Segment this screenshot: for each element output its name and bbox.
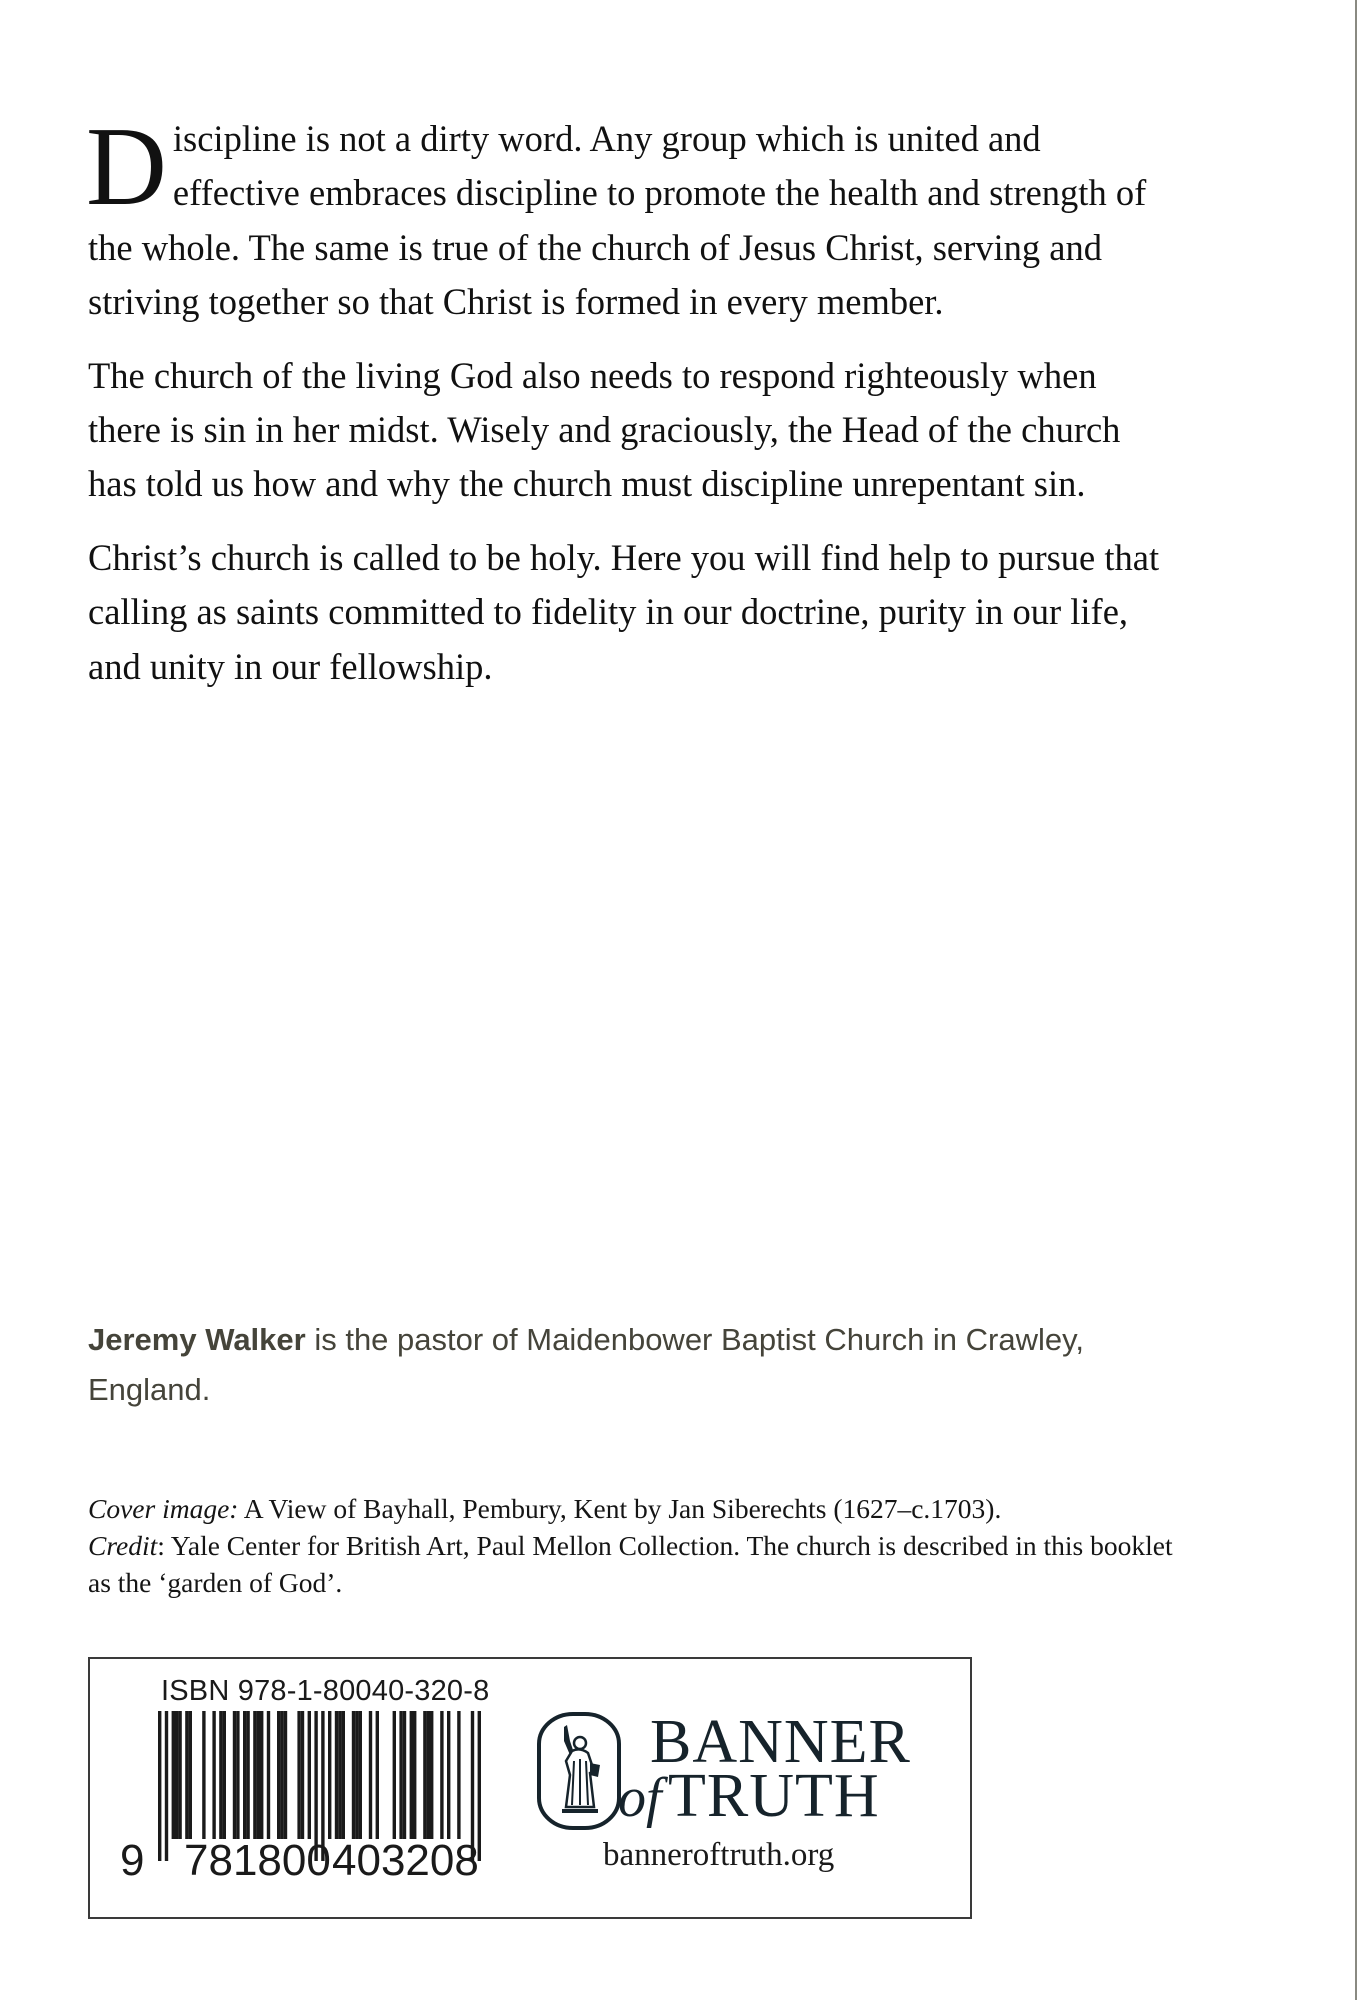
barcode-bar xyxy=(338,1711,341,1839)
barcode-bar xyxy=(430,1711,433,1839)
barcode-bar xyxy=(219,1711,222,1839)
barcode-right-digits: 403208 xyxy=(332,1836,479,1885)
blurb-paragraph-1-text: iscipline is not a dirty word. Any group which is united and effective embraces discipline to promote the health and strength of the whole. The same is true of the church of Jesus Christ, serving and striving together so that Christ is formed in every member. xyxy=(88,118,1147,323)
publisher-name-banner: BANNER xyxy=(650,1708,911,1776)
publisher-name-of: of xyxy=(618,1767,662,1829)
barcode-bar xyxy=(185,1711,188,1839)
barcode-bar xyxy=(423,1711,426,1839)
barcode-bar xyxy=(233,1711,236,1839)
barcode-bar xyxy=(243,1711,246,1839)
barcode-bar xyxy=(410,1711,413,1839)
barcode-bar xyxy=(297,1711,300,1839)
credit-text: : Yale Center for British Art, Paul Mellon Collection. The church is described in this booklet as the ‘garden of God’. xyxy=(88,1530,1173,1598)
barcode-guard-bar xyxy=(158,1711,161,1861)
publisher-url: banneroftruth.org xyxy=(603,1837,835,1873)
barcode-bar xyxy=(342,1711,345,1839)
isbn-label: ISBN 978-1-80040-320-8 xyxy=(161,1675,490,1707)
barcode-bar xyxy=(457,1711,460,1839)
barcode-bar xyxy=(440,1711,443,1839)
cover-image-text: A View of Bayhall, Pembury, Kent by Jan Siberechts (1627–c.1703). xyxy=(238,1493,1002,1524)
barcode-bar xyxy=(393,1711,396,1839)
credit-label: Credit xyxy=(88,1530,158,1561)
publisher-name-truth: TRUTH xyxy=(668,1762,880,1830)
author-name: Jeremy Walker xyxy=(88,1322,306,1357)
cover-image-caption xyxy=(88,1490,1188,1601)
barcode-bar xyxy=(189,1711,192,1839)
barcode-lead-digit: 9 xyxy=(120,1836,145,1885)
preacher-emblem-icon xyxy=(536,1711,622,1831)
back-cover-blurb xyxy=(86,105,1168,713)
barcode-bar xyxy=(399,1711,402,1839)
barcode-bar xyxy=(202,1711,205,1839)
barcode-bar xyxy=(335,1711,338,1839)
barcode-bar xyxy=(352,1711,355,1839)
barcode-left-digits: 781800 xyxy=(184,1836,331,1885)
author-bio-text: is the pastor of Maidenbower Baptist Church in Crawley, England. xyxy=(88,1322,1084,1407)
cover-image-label: Cover image: xyxy=(88,1493,239,1524)
barcode-bar xyxy=(359,1711,362,1839)
barcode-bar xyxy=(172,1711,175,1839)
barcode-bar xyxy=(280,1711,283,1839)
blurb-paragraph-1 xyxy=(86,105,1168,330)
barcode-bar xyxy=(260,1711,263,1839)
barcode-bar xyxy=(376,1711,379,1839)
barcode-bar xyxy=(267,1711,270,1839)
barcode-guard-bar xyxy=(165,1711,168,1861)
author-bio xyxy=(88,1315,1088,1415)
barcode-bar xyxy=(277,1711,280,1839)
barcode-bar xyxy=(253,1711,256,1839)
barcode-bar xyxy=(413,1711,416,1839)
barcode-bar xyxy=(284,1711,287,1839)
barcode-bar xyxy=(178,1711,181,1839)
barcode-bar xyxy=(223,1711,226,1839)
barcode-bar xyxy=(308,1711,311,1839)
barcode-bar xyxy=(403,1711,406,1839)
barcode-bar xyxy=(447,1711,450,1839)
blurb-paragraph-2: The church of the living God also needs to respond righteously when there is sin in her midst. Wisely and graciously, the Head of the church has told us how and why the church must discipline unrepentant sin. xyxy=(88,354,1121,505)
barcode-bar xyxy=(175,1711,178,1839)
barcode-bar xyxy=(236,1711,239,1839)
barcode-bar xyxy=(328,1711,331,1839)
drop-cap: D xyxy=(86,105,167,229)
barcode-bar xyxy=(301,1711,304,1839)
blurb-paragraph-3: Christ’s church is called to be holy. Here you will find help to pursue that calling as saints committed to fidelity in our doctrine, purity in our life, and unity in our fellowship. xyxy=(88,536,1160,687)
barcode-bar xyxy=(212,1711,215,1839)
barcode-bar xyxy=(355,1711,358,1839)
barcode-bar xyxy=(257,1711,260,1839)
barcode-publisher-box xyxy=(88,1657,972,1919)
barcode-bar xyxy=(427,1711,430,1839)
barcode-bar xyxy=(369,1711,372,1839)
barcode-bar xyxy=(246,1711,249,1839)
